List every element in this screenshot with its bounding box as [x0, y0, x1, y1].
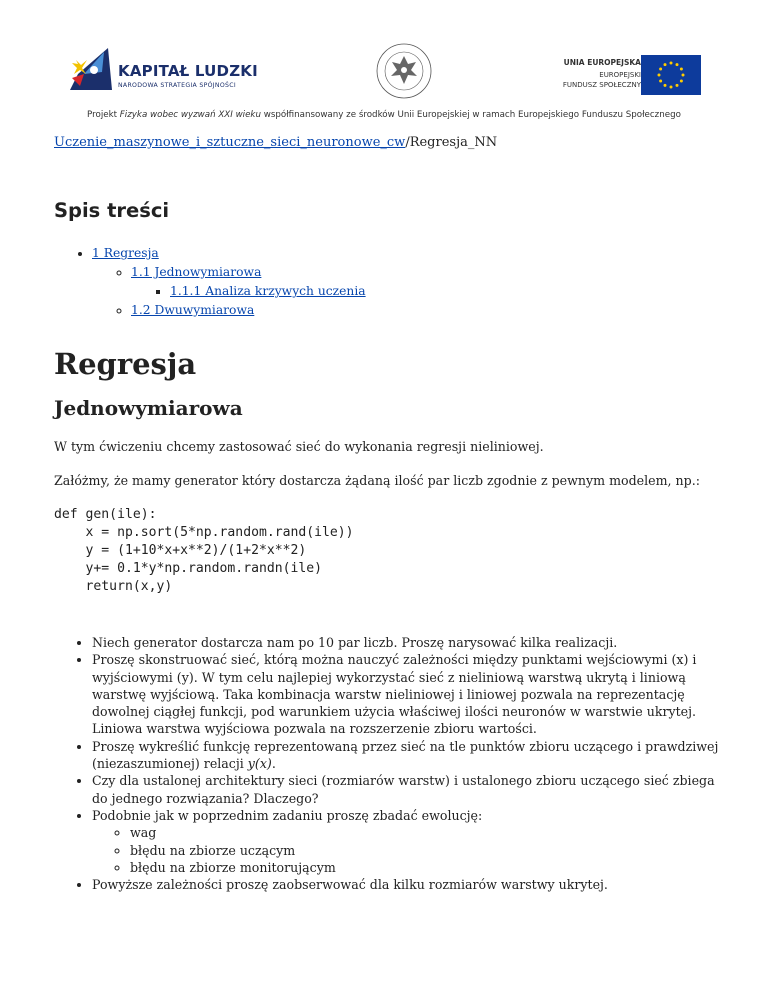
eu-star-icon	[659, 68, 662, 71]
eu-star-icon	[680, 80, 683, 83]
task-subitem: ◦ błędu na zbiorze uczącym	[130, 842, 724, 859]
project-prefix: Projekt	[87, 110, 120, 120]
intro-paragraph: W tym ćwiczeniu chcemy zastosować sieć do wykonania regresji nieliniowej.	[54, 439, 544, 454]
task-text: Proszę wykreślić funkcję reprezentowaną przez sieć na tle punktów zbioru uczącego i prawdziwej (niezaszumionej) relacji	[92, 738, 719, 772]
toc-link-analiza[interactable]: 1.1.1 Analiza krzywych uczenia	[170, 284, 366, 298]
eu-star-icon	[664, 63, 667, 66]
task-subitem: ◦ błędu na zbiorze monitorującym	[130, 859, 724, 876]
eu-flag-icon	[641, 55, 701, 95]
article-content	[54, 134, 724, 893]
task-item: • Proszę skonstruować sieć, którą można nauczyć zależności między punktami wejściowymi (x) i wyjściowymi (y). W tym celu najlepiej wykorzystać sieć z nieliniową warstwą ukrytą i liniową warstwę wyjściową. Taka kombinacja warstw nieliniowej i liniowej pozwala na reprezentację dowolnej ciągłej funkcji, pod warunkiem użycia właściwej ilości neuronów w warstwie ukrytej. Liniowa warstwa wyjściowa pozwala na rozszerzenie zbioru wartości.	[92, 651, 724, 737]
eu-star-icon	[670, 62, 673, 65]
project-name: Fizyka wobec wyzwań XXI wieku	[119, 110, 261, 120]
code-block: def gen(ile): x = np.sort(5*np.random.rand(ile)) y = (1+10*x+x**2)/(1+2*x**2) y+= 0.1*y*np.random.randn(ile) return(x,y)	[54, 507, 354, 594]
project-suffix: współfinansowany ze środków Unii Europejskiej w ramach Europejskiego Funduszu Społecznego	[260, 110, 681, 120]
kapital-ludzki-logo-icon	[68, 44, 114, 94]
eu-star-icon	[670, 86, 673, 89]
toc-item	[131, 301, 724, 320]
university-seal-icon	[375, 42, 433, 100]
toc-link-dwuwymiarowa[interactable]: 1.2 Dwuwymiarowa	[131, 303, 255, 317]
toc-item	[92, 244, 724, 320]
task-item	[92, 807, 724, 876]
task-item: • Powyższe zależności proszę zaobserwować dla kilku rozmiarów warstwy ukrytej.	[92, 876, 724, 893]
toc-item	[170, 282, 724, 301]
eu-star-icon	[664, 84, 667, 87]
kapital-ludzki-subtitle: NARODOWA STRATEGIA SPÓJNOŚCI	[118, 82, 236, 89]
section-heading-jednowymiarowa: Jednowymiarowa	[54, 396, 243, 420]
eu-title: UNIA EUROPEJSKA	[563, 58, 641, 67]
kapital-ludzki-title: KAPITAŁ LUDZKI	[118, 62, 258, 80]
eu-star-icon	[658, 74, 661, 77]
breadcrumb-current: /Regresja_NN	[405, 135, 498, 150]
table-of-contents	[54, 244, 724, 320]
task-emphasis: y(x)	[247, 756, 272, 772]
eu-line-2: FUNDUSZ SPOŁECZNY	[562, 81, 641, 89]
project-note	[0, 110, 768, 120]
breadcrumb	[54, 134, 724, 152]
task-item: • Niech generator dostarcza nam po 10 par liczb. Proszę narysować kilka realizacji.	[92, 634, 724, 651]
breadcrumb-parent-link[interactable]: Uczenie_maszynowe_i_sztuczne_sieci_neuronowe_cw	[54, 135, 406, 150]
header-logos	[0, 0, 768, 130]
task-list	[54, 634, 724, 893]
eu-star-icon	[682, 74, 685, 77]
toc-link-jednowymiarowa[interactable]: 1.1 Jednowymiarowa	[131, 265, 262, 279]
eu-line-1: EUROPEJSKI	[599, 71, 641, 79]
eu-star-icon	[680, 68, 683, 71]
toc-link-regresja[interactable]: 1 Regresja	[92, 246, 159, 260]
task-text: Podobnie jak w poprzednim zadaniu proszę zbadać ewolucję:	[92, 807, 483, 823]
eu-star-icon	[659, 80, 662, 83]
eu-star-icon	[676, 84, 679, 87]
toc-title: Spis treści	[54, 199, 170, 222]
section-heading-regresja: Regresja	[54, 347, 197, 381]
task-item	[92, 738, 724, 773]
task-item: • Czy dla ustalonej architektury sieci (rozmiarów warstw) i ustalonego zbioru uczącego sieć zbiega do jednego rozwiązania? Dlaczego?	[92, 772, 724, 807]
eu-star-icon	[676, 63, 679, 66]
task-subitem: ◦ wag	[130, 824, 724, 841]
toc-item	[131, 263, 724, 301]
task-text-end: .	[271, 756, 276, 772]
generator-paragraph: Załóżmy, że mamy generator który dostarcza żądaną ilość par liczb zgodnie z pewnym modelem, np.:	[54, 473, 700, 488]
